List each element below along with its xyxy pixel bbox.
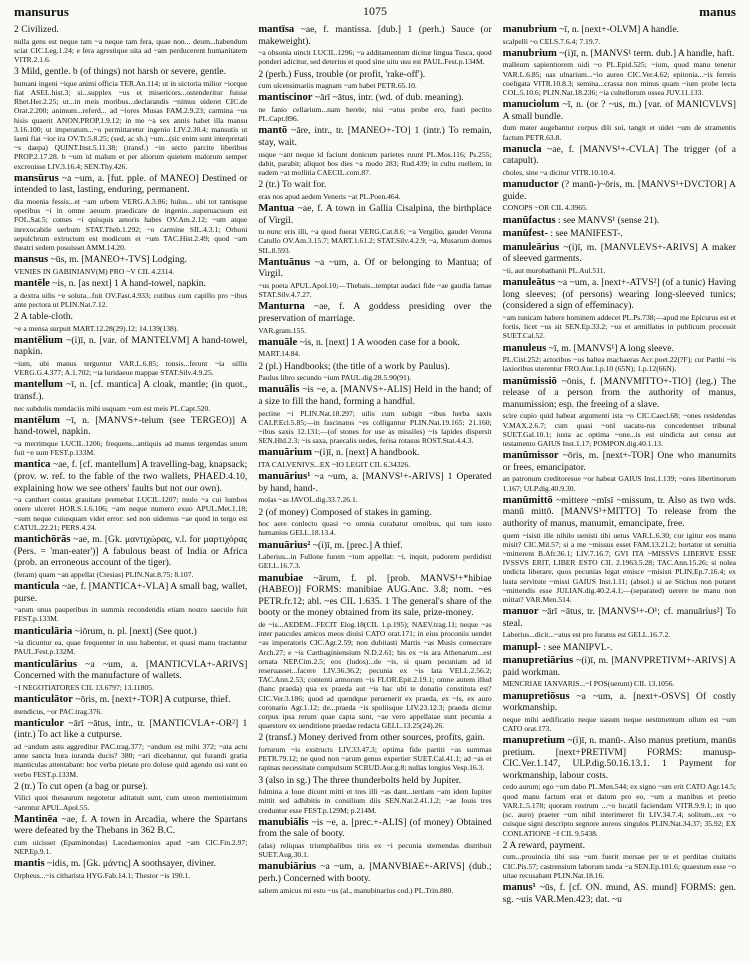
dictionary-entry [503, 215, 736, 227]
headword: mantēlum [14, 414, 60, 426]
definition: ~(i)ī, m. [MANVLEVS+-ARIVS] A maker of sleeved garments. [502, 241, 736, 265]
citation: molas ~as JAVOL.dig.33.7.26.1. [258, 495, 358, 505]
citation: eras nos apud aedem Veneris ~at PL.Poen.464. [258, 191, 401, 201]
dictionary-entry [258, 203, 491, 255]
definition: 2 (pl.) Handbooks; (the title of a work by Paulus). [258, 360, 450, 372]
dictionary-entry [503, 655, 736, 688]
definition: 2 (perh.) Fuss, trouble (or profit, 'rake-off'). [258, 68, 426, 80]
citation: MART.14.84. [258, 349, 301, 359]
headword: manubiae [258, 572, 304, 584]
headword: manuālis [258, 384, 300, 396]
headword: Manturna [258, 301, 305, 313]
definition: ~āre, intr., tr. [MANEO+-TO] 1 (intr.) To remain, stay, wait. [258, 125, 492, 148]
definition: ~ārī ~ātus, intr., tr. [MANTICVLA+-OR²] 1 (intr.) To act like a cutpurse. [14, 717, 248, 741]
header-left-guideword: mansurus [14, 4, 69, 19]
citation: ~a obsonia uincit LUCIL.1296; ~a additamentum dicitur lingua Tusca, quod ponderi adicitur, sed deterius et quod sine uitu usu est PAUL.Fest.p.134M. [258, 48, 492, 67]
definition: ~ae, f. mantissa. [dub.] 1 (perh.) Sauce (or makeweight). [258, 24, 492, 47]
citation: humani ingeni ~ique animi officia TER.An.114; ut in uictoria milior ~iorque fiat ASEL.hist.3; si...supplex ~us et misericors...ostenderitur fuisse Rhet.Her.2.25; ut...in meis moribus...declarandis ~nimus uideret CIC.de Orat.2.200; animum...referd... ad ~iores Musas FAM.2.9.23; carmina ~us hisis quaerit ANON.PROP.1.9.12; in me ~a sex annis habet illa mansu 3.16.100; ut imperatum...~o permittaretur ingenio LIV.2.30.4; mansutis ut laeni fiat ~ior ira OV.Tr.5.8.25; (sed, ac sh.) ~um...(sic enim sunt interpretati ~s daepa) QUINT.Inst.5.11.38; (transf.) ~in secto parcite liberibus PROP.2.17.28. b ~um id malum et per aliorum quietem malorum semper excreuisse LIV.3.16.4; SEN.Thy.426. [14, 78, 248, 171]
headword: Mantinēa [14, 813, 58, 825]
dictionary-entry [258, 573, 491, 731]
dictionary-entry [503, 343, 736, 374]
dictionary-entry [503, 642, 736, 654]
dictionary-entry [258, 447, 491, 469]
headword: mantiscinor [258, 92, 313, 104]
definition: ~(i)ī, m. [prec.] A thief. [312, 539, 403, 551]
citation: scalpelli ~o CELS.7.6.4; 7.19.7. [502, 36, 601, 46]
definition: ~(i)ī, n. [next] A handbook. [314, 447, 420, 459]
dictionary-entry [503, 242, 736, 275]
citation: CONOPS ~OR CIL 4.3965. [502, 203, 588, 213]
definition: ~idis, m. [Gk. μάντις] A soothsayer, diviner. [47, 858, 216, 870]
dictionary-entry [14, 626, 247, 657]
headword: Mantuānus [258, 256, 311, 268]
headword: manticulātor [14, 693, 73, 705]
citation: PL.Cist.252; actoribus ~os baltea machaeras Acc.poet.22(?F); cur Parthi ~is laxioribus uterentur FRO.Aur.1.p.10 (65N); 1.p.12(66N). [502, 355, 736, 374]
definition: 2 (of money) Composed of stakes in gaming. [258, 506, 432, 518]
headword: mantīsa [258, 24, 295, 35]
definition: ~ae, f. [MANVS¹+-CVLA] The trigger (of a catapult). [502, 143, 736, 167]
dictionary-entry [258, 257, 491, 300]
citation: cum...prouincia tibi sua ~um fuerit mersae per te et perditae ciuitatis CIC.Pis.57; castrensium laborum tanda ~a SEN.Ep.101.6; quaestum esse ~o uitae recusabant PLIN.Nat.18.16. [502, 852, 736, 880]
citation: ~a merrimque LUCIL.1206; frequens...antiquis ad manus tergendas unum fuit ~e sum FEST.p.133M. [14, 439, 248, 458]
headword: manūmittō [502, 494, 553, 506]
citation: ~us poeta APUL.Apol.10;—Thebais...temptat audaci fide ~ae gaudia famae STAT.Silv.4.7.27. [258, 280, 492, 300]
headword: mantō [258, 125, 288, 137]
dictionary-entry [503, 376, 736, 449]
definition: ~(i)ī, m. [MANVPRETIVM+-ARIVS] A paid workman. [502, 655, 736, 678]
definition: ~a ~um, a. [next+-ATVS²] (of a tunic) Having long sleeves; (of persons) wearing long-sleeved tunics; (considered a sign of effeminacy). [502, 277, 736, 312]
citation: scire cupio quid habeat argumenti ista ~o CIC.Caecl.68; ~ones residendas V.MAX.2.6.7; cum quasi ~onl uacatu-rus concedentset tribunal SUET.Gal.10.1; iusta ac optima ~one...is est uindicta aut censu aut testamento GAIUS Inst.1.17; POMPON.dig.40.1.13. [502, 411, 736, 448]
dictionary-entry [503, 24, 736, 46]
dictionary-entry [14, 24, 247, 64]
citation: choles, sine ~a dicitur VITR.10.10.4. [502, 167, 616, 177]
citation: dum mater augebantur corpus dili sui, tangit et uidet ~um de stramentis factum PETR.63.8. [502, 123, 736, 142]
column-3 [503, 24, 736, 907]
dictionary-entry [503, 495, 736, 604]
dictionary-entry [14, 718, 247, 779]
dictionary-entry [503, 882, 736, 905]
citation: cum uicisset (Epaminondas) Lacedaemonios apud ~am CIC.Fin.2.97; NEP.Ep.9.1. [14, 837, 248, 857]
headword: manupl- [502, 641, 541, 653]
dictionary-entry [258, 92, 491, 123]
definition: ~ī, n. [next+-OLVM] A handle. [559, 24, 679, 35]
dictionary-entry [258, 361, 491, 383]
headword: manticulāria [14, 625, 73, 637]
definition: ~a ~um, a. [fut. pple. of MANEO] Destined or intended to last, lasting, enduring, permanent. [14, 172, 248, 196]
definition: : see MANIFEST-. [550, 228, 623, 240]
definition: ~ae, f. A town in Arcadia, where the Spartans were defeated by the Thebans in 362 B.C. [14, 813, 248, 837]
citation: nulla gens est neque tam ~a neque tam fera, quae non... deum...habendum sciat CIC.Leg.1.24; e fera agrestique uita ad ~am perducerent humanitatem VITR.2.1.6. [14, 36, 248, 64]
definition: ~ōris, m. [next+-TOR] A cutpurse, thief. [75, 693, 231, 705]
citation: mendicus, ~or PAC.trag.376. [14, 706, 103, 716]
headword: mantēle [14, 278, 50, 290]
headword: manubiālis [258, 816, 309, 828]
definition: ~(i)ī, n. [MANVS¹ term. dub.] A handle, haft. [559, 47, 735, 59]
dictionary-entry [14, 66, 247, 171]
definition: 2 (tr.) To cut open (a bag or purse). [14, 780, 148, 792]
definition: ~ārum, f. pl. [prob. MANVS¹+*hibiae (HABEO)] FORMS: manibiae AUG.Anc. 3.8; nom. ~es PETR.fr.12; abl. ~es CIL 1.635. 1 The general's share of the booty or the money obtained from its sale, prize-money. [258, 572, 492, 619]
running-header [14, 4, 736, 22]
headword: manubrium [502, 47, 557, 59]
definition: ~(i)ī, n. [var. of MANTELVM] A hand-towel, napkin. [14, 334, 248, 358]
dictionary-entry [258, 69, 491, 91]
definition: ~ī, n. [cf. mantica] A cloak, mantle; (in quot., transf.). [14, 379, 248, 403]
headword: manus¹ [502, 881, 536, 893]
headword: manubiārius [258, 861, 317, 873]
dictionary-entry [258, 775, 491, 815]
citation: nec subdolis mendaciis mihi usquam ~um est meis PL.Capt.520. [14, 403, 211, 413]
citation: neque mihi aedificatio neque uasum neque uestimentum ullum est ~um CATO orat.173. [502, 714, 736, 733]
dictionary-entry [14, 173, 247, 252]
citation: ad ~andum astu aggreditur PAC.trag.377; ~andum est mihi 372; ~ata actu anne sancta hura iuranda ducis? 380; ~ari dicebantur, qui furandi gratia manticulas attentabant: hoc verba pietate pro dolose quid agendo usi sunt eo verbo FEST.p.133M. [14, 741, 248, 779]
headword: mantellum [14, 379, 63, 391]
citation: MENCRIAE IANVARIS...~I POS(uerunt) CIL 13.1056. [502, 679, 675, 689]
citation: (alas) reliquas triumphalibus tiris ex ~i pecunia sternendas distribuit SUET.Aug.30.1. [258, 840, 492, 860]
headword: manūfactus [502, 214, 556, 226]
citation: fulmina a Ioue dicunt mitti et tres illi ~as dant...tertiam ~am idem Iupiter mittit sed adhibitis in consilium diis SEN.Nat.2.41.1,2; ~ae Iouis tres creduntur esse FEST.p.129M; p.214M. [258, 787, 492, 815]
citation: (feram) quam ~an appellat (Ctesias) PLIN.Nat.8.75; 8.107. [14, 569, 194, 579]
definition: ~ūs, f. [cf. ON. mund, AS. mund] FORMS: gen. sg. ~uis VAR.Men.423; dat. ~u [502, 881, 736, 905]
definition: ~ārī ~ātus, tr. [MANVS¹+-O¹; cf. manuārius²] To steal. [502, 606, 736, 629]
dictionary-entry [14, 659, 247, 692]
dictionary-entry [14, 311, 247, 333]
headword: manuārius¹ [258, 471, 311, 483]
citation: ~am tunicam habere hominem addecet PL.Ps.738;—apud me Epicurus est et fortis, licet ~us sit SEN.Ep.33.2; ~us et armillatus in publicum processit SUET.Cal.52. [502, 312, 736, 341]
dictionary-entry [503, 228, 736, 240]
definition: 2 Civilized. [14, 24, 59, 35]
citation: ITA CALVENIVS...EX ~IO LEGIT CIL 6.34326. [258, 459, 411, 469]
dictionary-entry [258, 337, 491, 359]
dictionary-entry [503, 48, 736, 97]
definition: ~ae, f. A goddess presiding over the preservation of marriage. [258, 301, 492, 324]
dictionary-entry [14, 814, 247, 857]
headword: manubrium [502, 24, 557, 35]
page-number: 1075 [363, 4, 387, 18]
dictionary-entry [14, 534, 247, 579]
definition: 2 A table-cloth. [14, 311, 73, 323]
headword: mantica [14, 459, 51, 471]
dictionary-entry [14, 379, 247, 412]
definition: ~ae, f. A town in Gallia Cisalpina, the birthplace of Virgil. [258, 202, 492, 226]
headword: manūmissor [502, 450, 559, 462]
definition: ~ūs, m. [MANEO+-TVS] Lodging. [50, 254, 187, 266]
dictionary-entry [14, 459, 247, 532]
dictionary-entry [503, 179, 736, 212]
headword: manūmissiō [502, 375, 557, 387]
headword: manuciolum [502, 99, 560, 111]
column-1 [14, 24, 247, 907]
citation: cum ulcensimariis magnam ~am habet PETR.65.10. [258, 81, 417, 91]
citation: hoc aere conlecto quasi ~o omnia curabatur omnibus, qui tum iusto humanius GELL.18.13.4. [258, 519, 492, 538]
dictionary-entry [14, 781, 247, 812]
citation: VENIES IN GABINIANV(M) PRO ~V CIL 4.2314. [14, 266, 175, 276]
definition: ~a ~um, a. [MANTICVLA+-ARIVS] Concerned with the manufacture of wallets. [14, 658, 248, 682]
definition: (? manū-)~ōris, m. [MANVS¹+DVCTOR] A guide. [502, 179, 736, 202]
headword: manuleātus [502, 277, 556, 289]
dictionary-entry [258, 125, 491, 177]
citation: Vilici quoi thesaurum negotetur aditatuit sunt, cum uteon mentotisimum ~arentur APUL.Apol.55. [14, 793, 248, 812]
citation: forturum ~is exstructs LIV.33.47.3; optima fide partiti ~as summas PETR.79.12; ne quod non ~arum genus expertier SUET.Cal.41.1; ad ~as et rapinas necessitate compulsum SCRUD.Aur.g.8; nullas longius Vesp.16.3. [258, 744, 492, 773]
headword: mansus [14, 254, 49, 266]
headword: manūfest- [502, 228, 548, 240]
definition: 2 (tr.) To wait for. [258, 179, 327, 191]
headword: manticulārius [14, 658, 77, 670]
citation: cedo aurum; ego ~um dabo PL.Men.544; ex signo ~um erit CATO Agr.14.5; quod manu factum erat et datum pro eo, ~um a manibus et pretio VAR.L.5.178; quoram rostrum ...~o lucatil faciendam VITR.9.9.1; in quo (sc. auro) praeter ~um nihil interimeret fit LIV.34.7.4; solitum...ex ~o cuisque signi descriptu segnore aureos singulos PLIN.Nat.34.37; 35.92; EX CONLATIONE ~I CIL 9.5438. [502, 782, 736, 838]
headword: mantēlium [14, 334, 63, 346]
dictionary-entry [14, 694, 247, 716]
definition: ~ae, f. [cf. mantellum] A travelling-bag, knapsack; (prov. w. ref. to the fable of the two wallets, PHAED.4.10, explaining how we see others' faults but not our own). [14, 459, 248, 494]
dictionary-entry [14, 858, 247, 880]
header-right-guideword: manus [699, 4, 736, 19]
citation: VAR.gram.155. [258, 325, 307, 335]
definition: 3 Mild, gentle. b (of things) not harsh or severe, gentle. [14, 66, 227, 78]
headword: Mantua [258, 202, 295, 214]
definition: ~a ~um, a. [MANVS¹+-ARIVS] 1 Operated by hand, hand-. [258, 471, 492, 494]
definition: ~a ~um, a. [next+-OSVS] Of costly workmanship. [502, 690, 736, 714]
citation: ~ia dicuntur ea, quae frequenter in usu habentur, et quasi manu tractantur PAUL.Fest.p.132M. [14, 638, 248, 657]
dictionary-entry [14, 581, 247, 624]
citation: Laberius...dicit...~atus est pro furatus est GELL.16.7.2. [502, 630, 671, 640]
definition: ~is ~e, a. [prec.+-ALIS] (of money) Obtained from the sale of booty. [258, 816, 492, 840]
dictionary-entry [258, 732, 491, 772]
definition: : see MANIPVL-. [543, 641, 613, 653]
dictionary-entry [258, 540, 491, 571]
headword: manuleus [502, 342, 547, 354]
dictionary-entry [503, 144, 736, 177]
definition: ~(i)ī, n. manū-. Also manus pretium, manūs pretium. [next+PRETIVM] FORMS: manusp- CIC.Ver.1.147, ULP.dig.50.16.13.1. 1 Payment for workmanship, labour costs. [502, 735, 736, 781]
definition: ~is, n. [as next] 1 A hand-towel, napkin. [52, 278, 206, 290]
definition: ~a ~um, a. Of or belonging to Mantua; of Virgil. [258, 256, 492, 280]
definition: ~mittere ~mīsī ~missum, tr. Also as two wds. manū mittō. [MANVS¹+MITTO] To release from the authority of manus, manumit, emancipate, free. [502, 494, 736, 529]
citation: saltem amicus mi esto ~us (al., manubinarius cod.) PL.Trin.880. [258, 885, 454, 895]
dictionary-entry [258, 817, 491, 860]
citation: malleum sapientiorem uidi ~o PL.Epid.525; ~ium, quod manu tenetur VAR.L.6.85; uas ulnarium...~io aureo CIC.Ver.4.62; epitonia...~is ferreis coeligata VITR.10.8.3; semina...crassa non minus quam ~ium probe lecta COL.5.10.6; PLIN.Nat.18.236; ~ia cultellorum ossea JUV.11.133. [502, 60, 736, 97]
definition: ~ī, n. [MANVS+-telum (see TERGEO)] A hand-towel, napkin. [14, 414, 248, 438]
citation: ~ium, ubi manus terguntur VAR.L.6.85; tonsis...ferunt ~ia uillis VERG.G.4.377; A.1.702; ~ia luridaeue mappae STAT.Silv.4.9.25. [14, 359, 248, 378]
dictionary-entry [14, 254, 247, 276]
definition: ~a ~um, a. [MANVBIAE+-ARIVS] (dub.; perh.) Concerned with booty. [258, 861, 492, 884]
dictionary-entry [503, 450, 736, 493]
headword: manuāle [258, 336, 298, 348]
headword: mansūrus [14, 172, 59, 184]
headword: mantichōrās [14, 534, 71, 545]
headword: manuductor [502, 179, 559, 191]
definition: ~iōrum, n. pl. [next] (See quot.) [74, 625, 197, 637]
definition: : see MANVS¹ (sense 21). [558, 214, 660, 226]
dictionary-entry [14, 278, 247, 309]
citation: ~e a mensa surpuit MART.12.28(29).12; 14.139(138). [14, 323, 179, 333]
definition: 2 A reward, payment. [502, 839, 585, 851]
citation: usque ~ant neque id faciunt donicum parietes ruunt PL.Mos.116; Ps.255; dabit, parabit; aliquot hos dies ~a modo 283; Rud.439; in cultu ruellem, in eadem ~at mollitia CAECIL.com.87. [258, 149, 492, 177]
headword: manticulor [14, 717, 65, 729]
headword: manupretium [502, 735, 565, 747]
citation: ne fanio cellarium...nam herele, nisi ~atus probe ero, fusti pectito PL.Capt.896. [258, 104, 492, 124]
citation: Orpheus...~is citharista HYG.Fab.14.1; Thestor ~is 190.1. [14, 870, 191, 880]
headword: manupretiōsus [502, 690, 570, 702]
dictionary-entry [258, 301, 491, 334]
headword: manuārius² [258, 539, 311, 551]
headword: manuor [502, 606, 539, 618]
definition: ~is, n. [next] 1 A wooden case for a book. [299, 336, 460, 348]
headword: manupretiārius [502, 655, 574, 667]
citation: ~I NEGOTIATORES CIL 13.6797; 13.11805. [14, 682, 154, 692]
dictionary-entry [14, 415, 247, 458]
citation: a dextra uilis ~e soluta...fuit OV.Fast.4.933; cutibus cum capillo pro ~ibus ante pectora ut PLIN.Nat.7.12. [14, 290, 248, 309]
dictionary-entry [258, 507, 491, 538]
headword: manuleārius [502, 241, 560, 253]
headword: manucla [502, 143, 542, 155]
citation: ~ii, aut murobathanii PL.Aul.511. [502, 265, 606, 275]
headword: manticula [14, 580, 60, 592]
dictionary-entry [258, 861, 491, 894]
definition: ~ae, f. [MANTICA+-VLA] A small bag, wallet, purse. [14, 580, 248, 604]
citation: Laberius...in Fullone furem ~ium appellat: ~i, inquit, pudorem perdidisti GELL.16.7.3. [258, 552, 492, 571]
citation: pectine ~i PLIN.Nat.18.297; uilis cum subigit ~ibus herba saxis CALP.Ecl.5.85;—in fascinatos ~es colligantur PLIN.Nat.19.165; 21.160; ~ibus saxis 12.131;—(of stones for use as missiles) ~is lapides dispersit SEN.Hld.2.3; ~is saxa, praecalis uedes, ferisa rotasus ROST.Stat.4.4.3. [258, 408, 492, 446]
dictionary-entry [503, 606, 736, 639]
dictionary-entry [14, 335, 247, 378]
definition: ~is ~e, a. [MANVS+-ALIS] Held in the hand; of a size to fill the hand, forming a handful. [258, 384, 492, 407]
dictionary-entry [503, 277, 736, 340]
citation: an patronum creditoresue ~or habeat GAIUS Inst.1.139; ~ores libertinorum 1.167; ULP.dig.40.9.30. [502, 474, 736, 493]
headword: manuārium [258, 447, 312, 459]
definition: ~ōnis, f. [MANVMITTO+-TIO] (leg.) The release of a person from the authority of manus, manumission; esp. the freeing of a slave. [502, 375, 736, 410]
definition: ~ōris, m. [next+-TOR] One who manumits or frees, emancipator. [502, 450, 736, 473]
dictionary-entry [258, 24, 491, 67]
dictionary-entry [258, 179, 491, 201]
dictionary-entry [503, 735, 736, 838]
headword: mantis [14, 858, 45, 870]
citation: Paulus libro secundo ~ium PAUL.dig.28.5.90(91). [258, 373, 412, 383]
citation: ~arum unus pauperibus in summis recondendis etiam nostro saeculo fuit FEST.p.133M. [14, 605, 248, 624]
dictionary-entry [503, 99, 736, 142]
dictionary-entry [503, 840, 736, 880]
definition: ~ārī ~ātus, intr. (wd. of dub. meaning). [314, 92, 464, 104]
definition: ~ī, n. (or ? ~us, m.) [var. of MANICVLVS] A small bundle. [502, 99, 736, 122]
citation: quem ~isisti ille nihilo uenisti tibi uetus VAR.L.6.30; cur igitur eos manu misit? CIC.Mil.57; si a me ~missus esset FAM.13.21.2; hortatur ut seruitia ~mitterent B.Afr.36.1; LIV.7.16.7; GVI ITA ~MISSVS LIBERVE ESSE IVSSVS ERIT, LIBER ESTO CIL 2.1963.5.28; TAC.Ann.15.26; si nolea undicta liberare, quos pecunias legat emisce ~misisti PLIN.Ep.7.16.4; ex lusta servitute ~missi GAIUS Inst.1.11; (absol.) si ae Stichus non putaret ~mittendis esse JULIAN.dig.40.2.4.1;—(separated) uerere ne manu non mittat? VAR.Men.514. [502, 530, 736, 604]
citation: ~a canthert costas grauitate premebat LUCIL.1207; mulo ~a cui lumbos onere ulceret HOR.S.1.6.106; ~am neque numero exuo APUL.Met.1.18; ~sum neque cuiusquam videt error: sed non uidemus ~ae quod in tergo est CATUL.22.21; PERS.4.24. [14, 495, 248, 532]
citation: tu nunc eris illi, ~a quod fuerat VERG.Cat.8.6; ~a Vergilio, gaudet Verona Catullo OV.Am.3.15.7; MART.1.61.2; STAT.Silv.4.2.9; ~a, Musarum domus SIL.8.593. [258, 227, 492, 255]
definition: ~ī, m. [MANVS¹] A long sleeve. [548, 342, 674, 354]
dictionary-entry [503, 691, 736, 734]
definition: 3 (also in sg.) The three thunderbolts held by Jupiter. [258, 774, 461, 786]
definition: 2 (transf.) Money derived from other sources, profits, gain. [258, 732, 485, 744]
dictionary-entry [258, 384, 491, 445]
dictionary-columns [14, 24, 736, 907]
citation: de ~is...AEDEM...FECIT Elog.18(CIL 1.p.195); NAEV.trag.11; neque ~as inter paucules amicos meos diuisi CATO orat.171; in eius proconiis uendet ~as imperatoris CIC.Agr.2.59; non dubitasti Martis ~as Musis consecrare Arch.27; e ~is Carthaginiensium N.D.2.61; his ex ~is ara Athenarum...est ornata NEP.Cim.2.5; eos (ludos)...de ~is, si quam pecuniam ad id reseruasset...facere LIV.36.36.2; pecunia ex ~is lata VELL.2.56.2; TAC.Ann.2.53; contenti armorum ~is FLOR.Epit.2.19.1; omne autem illud (hanc praeda) qua ex praeda aut ~is hac ubi te donatio constituta est? CIC.Ver.3.186; quod ad quendque peruenerit ex praeda, ex ~is, ex auro coronario Agr.1.12; de...praeda ~is spoliisque LIV.23.12.3; praeda dicitur corpus ipsa rerum quae capta sunt, ~ae vero appellatae sunt pecunia a quaestore ex uenditione praedae redacta GELL.13.25(24).26. [258, 619, 492, 731]
column-2 [258, 24, 491, 907]
definition: ~ae, m. [Gk. μαντιχώρας, v.l. for μαρτιχόρας (Pers. = 'man-eater')] A fabulous beast of India or Africa (prob. an erroneous account of the tiger). [14, 534, 248, 569]
dictionary-entry [258, 471, 491, 504]
citation: dia moenia fessis...et ~am urbem VERG.A.3.86; hulus... ubi tot tantisque operibus ~i in omne aeuum praedicare de ingenio...superuacuum est FOL.Sat.5; comes ~i quisquis amoris habes OV.Am.2.12; ~um atque inrexocabile uerbum STAT.Theb.1.292; ~o carmine SIL.4.3.1; Orhoni sepulchrum extructum est modicum et ~um TAC.Hist.2.49; quod ~am theatri sedem posuisset AMM.14.20. [14, 197, 248, 253]
